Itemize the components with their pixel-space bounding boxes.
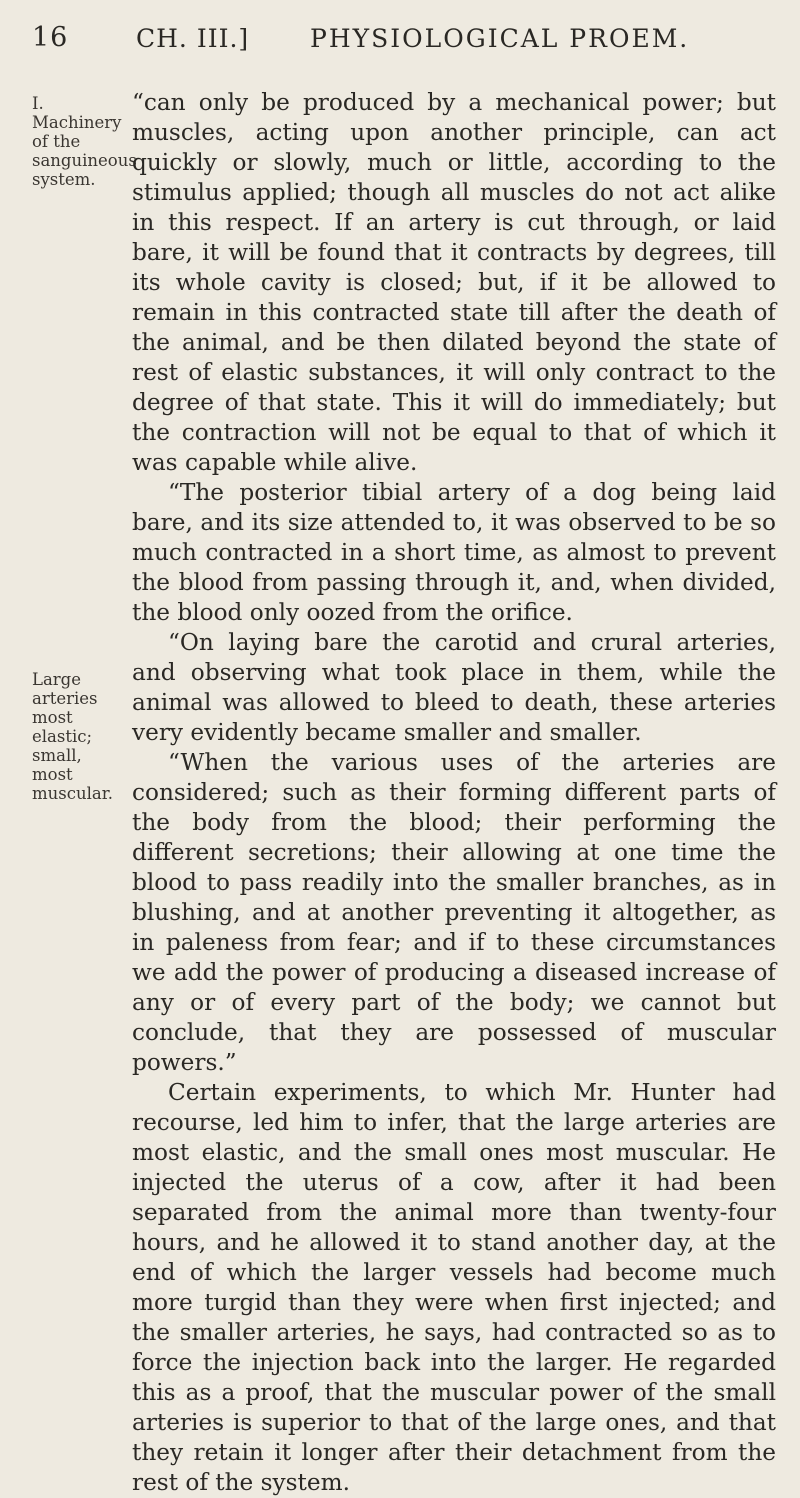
paragraph: “The posterior tibial artery of a dog being laid bare, and its size attended to, it was observed to be so much contracted in a short time, as almost to prevent the blood from passing through it, and, when divided, the blood only oozed from the orifice. xyxy=(132,479,776,626)
running-header xyxy=(32,22,770,62)
margin-note: Large arteries most elastic; small, most muscular. xyxy=(32,670,114,803)
paragraph: Certain experiments, to which Mr. Hunter had recourse, led him to infer, that the large arteries are most elastic, and the small ones most muscular. He injected the uterus of a cow, after it had been separated from the animal more than twenty-four hours, and he allowed it to stand another day, at the end of which the larger vessels had become much more turgid than they were when first injected; and the smaller arteries, he says, had contracted so as to force the injection back into the larger. He regarded this as a proof, that the muscular power of the small arteries is superior to that of the large ones, and that they retain it longer after their detachment from the rest of the system. xyxy=(132,1079,776,1496)
chapter-label: CH. III.] xyxy=(136,24,250,53)
body-text xyxy=(132,88,776,1498)
margin-note: I. Machinery of the sanguineous system. xyxy=(32,94,137,189)
page-number: 16 xyxy=(32,22,69,53)
paragraph: “On laying bare the carotid and crural arteries, and observing what took place in them, while the animal was allowed to bleed to death, these arteries very evidently became smaller and smaller. xyxy=(132,629,776,746)
running-title: PHYSIOLOGICAL PROEM. xyxy=(310,24,690,53)
paragraph: “When the various uses of the arteries are considered; such as their forming different parts of the body from the blood; their performing the different secretions; their allowing at one time the blood to pass readily into the smaller branches, as in blushing, and at another preventing it altogether, as in paleness from fear; and if to these circumstances we add the power of producing a diseased increase of any or of every part of the body; we cannot but conclude, that they are possessed of muscular powers.” xyxy=(132,749,776,1076)
paragraph: “can only be produced by a mechanical power; but muscles, acting upon another principle, can act quickly or slowly, much or little, according to the stimulus applied; though all muscles do not act alike in this respect. If an artery is cut through, or laid bare, it will be found that it contracts by degrees, till its whole cavity is closed; but, if it be allowed to remain in this contracted state till after the death of the animal, and be then dilated beyond the state of rest of elastic substances, it will only contract to the degree of that state. This it will do immediately; but the contraction will not be equal to that of which it was capable while alive. xyxy=(132,89,776,476)
